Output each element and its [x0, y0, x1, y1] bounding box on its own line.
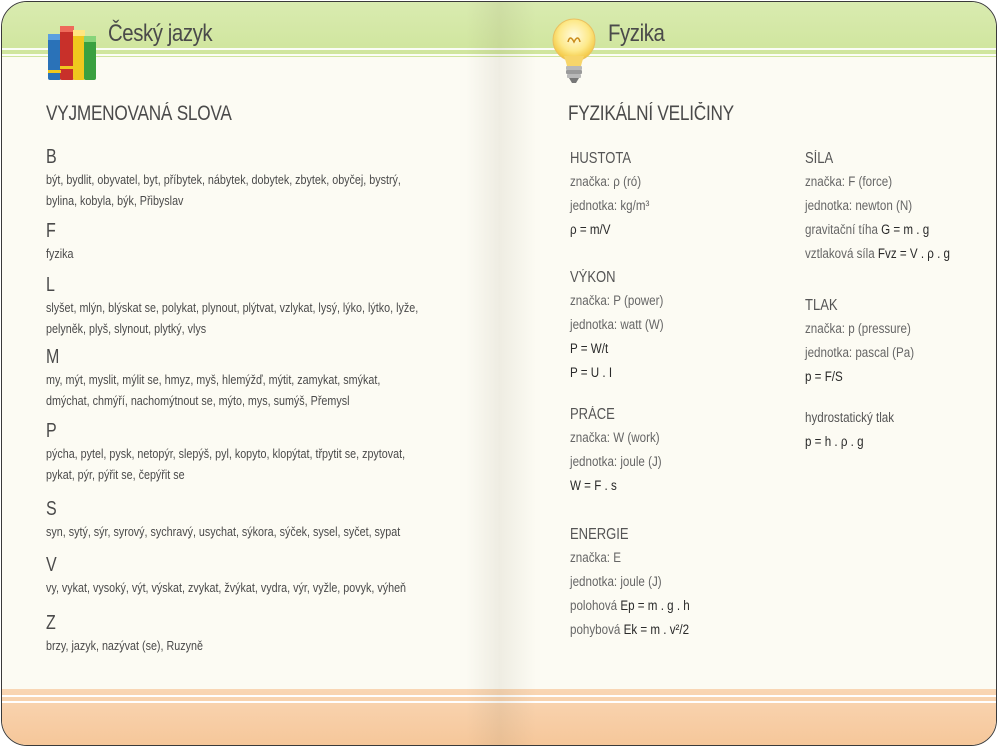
quantity-line — [805, 365, 914, 389]
physics-quantity-hustota — [570, 148, 662, 242]
quantity-title: VÝKON — [570, 269, 616, 286]
page-fold-shadow — [466, 2, 536, 745]
quantity-line — [570, 361, 664, 385]
group-letter: B — [46, 146, 57, 168]
line-value: P (power) — [610, 293, 664, 308]
letter-group-f — [46, 218, 466, 272]
group-words: syn, sytý, sýr, syrový, sychravý, usychat, sýkora, sýček, sysel, syčet, sypat — [46, 525, 401, 539]
formula: Ep = m . g . h — [617, 598, 690, 613]
quantity-line — [570, 594, 690, 618]
line-label: značka: — [570, 430, 611, 445]
formula: Ek = m . v²/2 — [620, 622, 690, 637]
group-letter: L — [46, 274, 55, 296]
quantity-line — [805, 194, 950, 218]
group-words: být, bydlit, obyvatel, byt, příbytek, nábytek, dobytek, zbytek, obyčej, bystrý, bylina, kobyla, býk, Přibyslav — [46, 173, 401, 208]
group-letter: Z — [46, 612, 56, 634]
quantity-line — [570, 170, 649, 194]
quantity-line — [570, 570, 690, 594]
section-title-fyzikalni-veliciny: FYZIKÁLNÍ VELIČINY — [568, 102, 734, 125]
quantity-line — [570, 474, 662, 498]
formula: P = U . I — [570, 365, 613, 380]
formula: ρ = m/V — [570, 222, 611, 237]
header-divider — [2, 48, 996, 50]
group-words: my, mýt, myslit, mýlit se, hmyz, myš, hlemýžď, mýtit, zamykat, smýkat, dmýchat, chmýří, nachomýtnout se, mýto, mys, sumýš, Přemysl — [46, 373, 381, 408]
line-label: jednotka: — [805, 345, 853, 360]
books-icon — [46, 20, 98, 82]
group-words: vy, vykat, vysoký, výt, výskat, zvykat, žvýkat, vydra, výr, vyžle, povyk, výheň — [46, 581, 407, 595]
letter-group-p — [46, 418, 466, 496]
letter-group-s — [46, 496, 466, 552]
line-value: newton (N) — [852, 198, 913, 213]
line-value: pascal (Pa) — [852, 345, 915, 360]
line-label: gravitační tíha — [805, 222, 878, 237]
line-value: p (pressure) — [845, 321, 911, 336]
line-label: jednotka: — [570, 198, 618, 213]
section-title-vyjmenovana-slova: VYJMENOVANÁ SLOVA — [46, 102, 232, 125]
formula: p = F/S — [805, 369, 843, 384]
line-label: značka: — [805, 321, 846, 336]
quantity-line — [805, 242, 950, 266]
line-label: vztlaková síla — [805, 246, 875, 261]
group-letter: S — [46, 498, 57, 520]
line-label: jednotka: — [570, 317, 618, 332]
group-words: fyzika — [46, 247, 74, 261]
quantity-title: PRÁCE — [570, 406, 615, 423]
quantity-title: TLAK — [805, 297, 838, 314]
quantity-line — [570, 450, 662, 474]
quantity-title: SÍLA — [805, 150, 834, 167]
group-words: brzy, jazyk, nazývat (se), Ruzyně — [46, 639, 203, 653]
physics-quantity-hydrostaticky-tlak — [805, 406, 909, 454]
footer-divider — [2, 695, 996, 697]
line-label: značka: — [805, 174, 846, 189]
quantity-line — [570, 426, 662, 450]
line-value: F (force) — [845, 174, 893, 189]
formula: W = F . s — [570, 478, 617, 493]
formula: G = m . g — [877, 222, 930, 237]
quantity-line — [570, 194, 649, 218]
line-label: jednotka: — [570, 454, 618, 469]
line-label: značka: — [570, 174, 611, 189]
letter-group-v — [46, 552, 466, 610]
quantity-line — [570, 289, 664, 313]
letter-group-b — [46, 144, 466, 218]
physics-quantity-tlak — [805, 295, 932, 389]
quantity-line — [570, 218, 649, 242]
letter-group-z — [46, 610, 466, 657]
line-value: joule (J) — [617, 574, 662, 589]
footer-band — [2, 689, 996, 745]
quantity-title: HUSTOTA — [570, 150, 632, 167]
vyjmenovana-slova-list — [46, 144, 466, 657]
line-value: joule (J) — [617, 454, 662, 469]
physics-quantity-sila — [805, 148, 974, 266]
quantity-line — [805, 170, 950, 194]
physics-quantity-vykon — [570, 267, 679, 385]
quantity-title: hydrostatický tlak — [805, 410, 895, 425]
formula: p = h . ρ . g — [805, 434, 864, 449]
quantity-line — [570, 546, 690, 570]
physics-quantity-energie — [570, 524, 709, 642]
line-value: kg/m³ — [617, 198, 650, 213]
group-words: pýcha, pytel, pysk, netopýr, slepýš, pyl, kopyto, klopýtat, třpytit se, zpytovat, pykat, pýr, pýřit se, čepýřit se — [46, 447, 406, 482]
group-letter: P — [46, 420, 57, 442]
quantity-line — [805, 317, 914, 341]
letter-group-m — [46, 344, 466, 418]
lightbulb-icon — [550, 16, 598, 86]
quantity-line — [805, 341, 914, 365]
footer-divider — [2, 701, 996, 703]
notebook-spread — [1, 1, 997, 746]
group-letter: F — [46, 220, 56, 242]
line-label: jednotka: — [570, 574, 618, 589]
left-page-title: Český jazyk — [108, 20, 213, 47]
formula: P = W/t — [570, 341, 609, 356]
line-value: E — [610, 550, 621, 565]
line-label: polohová — [570, 598, 618, 613]
quantity-line — [805, 218, 950, 242]
line-label: jednotka: — [805, 198, 853, 213]
quantity-title: ENERGIE — [570, 526, 629, 543]
header-divider — [2, 54, 996, 56]
quantity-line — [570, 618, 690, 642]
physics-quantity-prace — [570, 404, 677, 498]
quantity-line — [570, 313, 664, 337]
quantity-line — [570, 337, 664, 361]
right-page-title: Fyzika — [608, 20, 665, 47]
line-value: ρ (ró) — [610, 174, 642, 189]
quantity-line — [805, 430, 894, 454]
group-letter: V — [46, 554, 57, 576]
formula: Fvz = V . ρ . g — [874, 246, 951, 261]
letter-group-l — [46, 272, 466, 344]
line-value: W (work) — [610, 430, 660, 445]
line-label: pohybová — [570, 622, 621, 637]
group-words: slyšet, mlýn, blýskat se, polykat, plynout, plýtvat, vzlykat, lysý, lýko, lýtko, lyže, pelyněk, plyš, slynout, plytký, vlys — [46, 301, 419, 336]
line-label: značka: — [570, 550, 611, 565]
line-label: značka: — [570, 293, 611, 308]
line-value: watt (W) — [617, 317, 664, 332]
group-letter: M — [46, 346, 60, 368]
